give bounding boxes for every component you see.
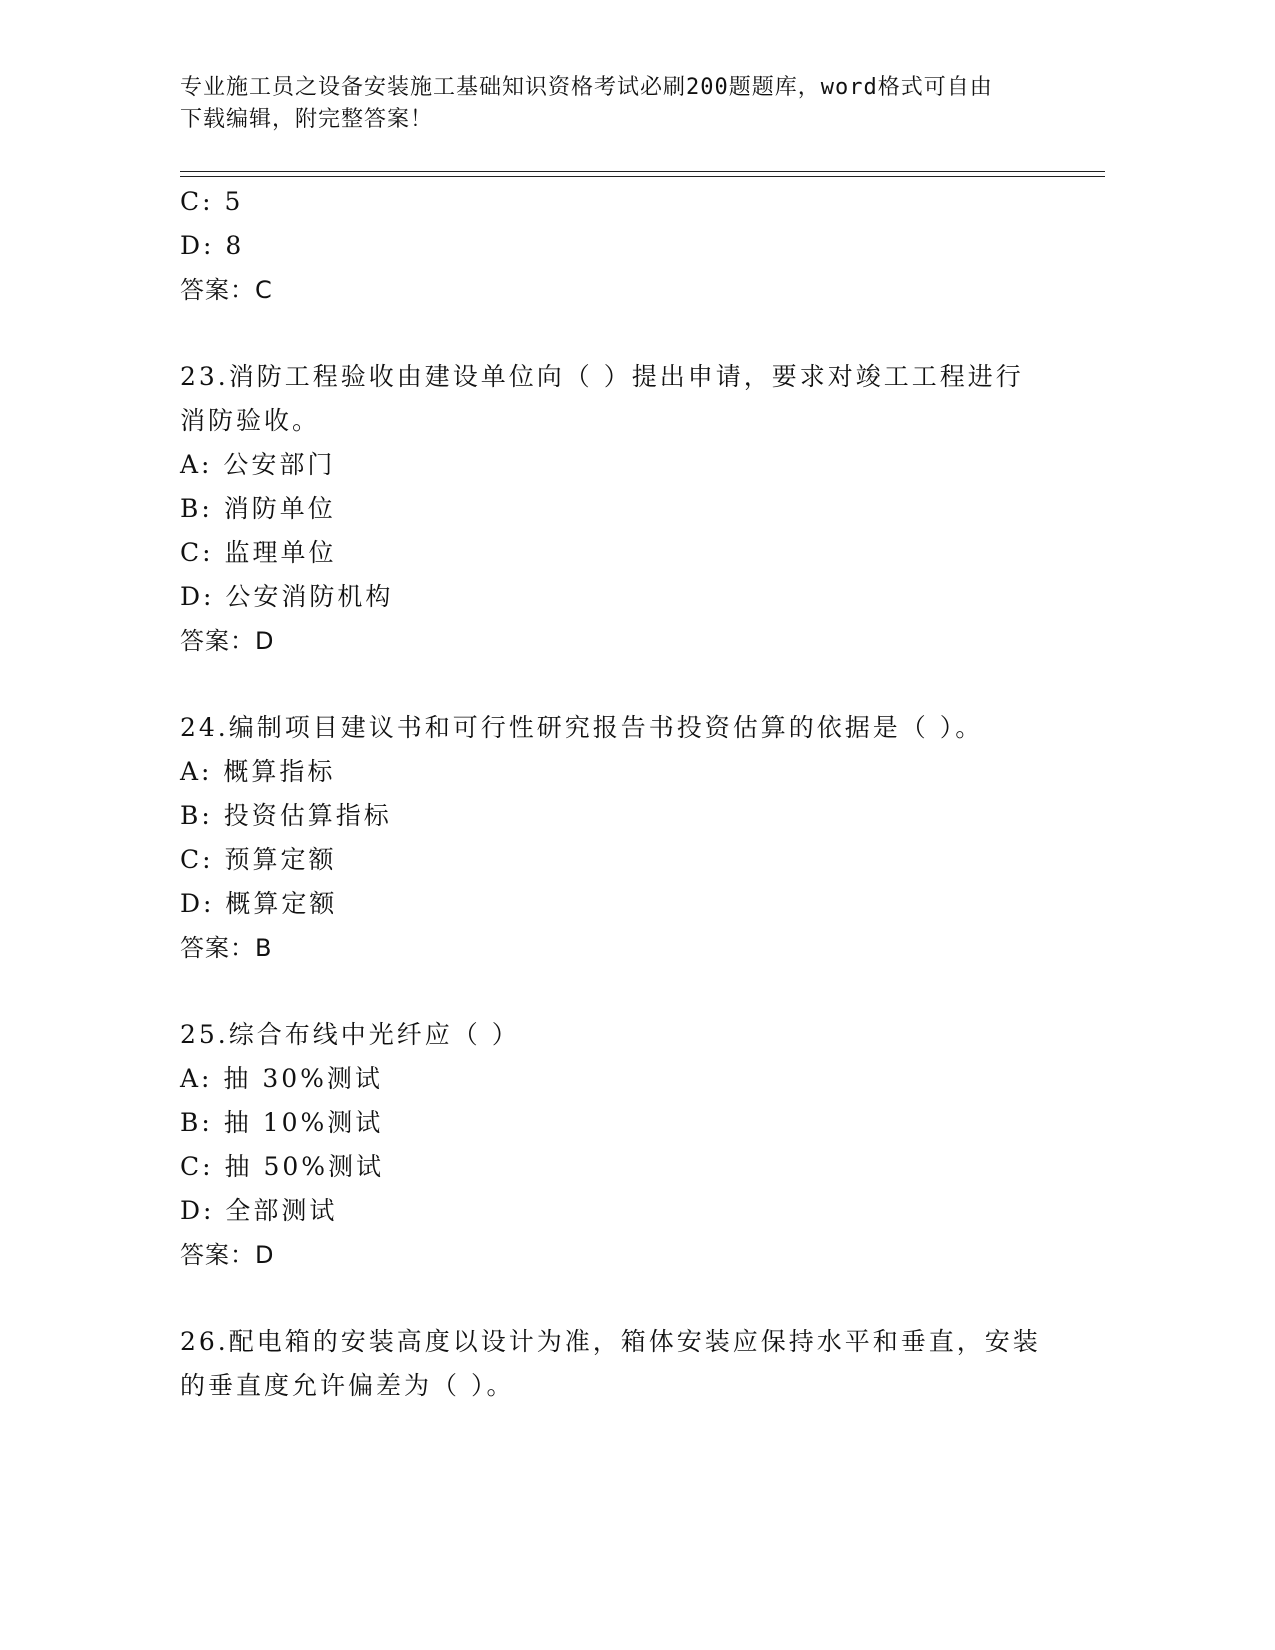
document-header	[180, 72, 1080, 136]
question-stem: 24.编制项目建议书和可行性研究报告书投资估算的依据是（ ）。	[180, 713, 984, 742]
option-c: C: 抽 50%测试	[180, 1152, 385, 1181]
header-line-2: 下载编辑，附完整答案！	[180, 107, 434, 132]
option-b: B: 消防单位	[180, 494, 336, 523]
option-d: D: 全部测试	[180, 1196, 338, 1225]
question-24	[180, 706, 1100, 970]
question-23	[180, 355, 1100, 663]
question-list	[180, 180, 1100, 1408]
answer: 答案：B	[180, 934, 273, 962]
header-divider-top	[180, 171, 1105, 172]
question-stem: 的垂直度允许偏差为（ ）。	[180, 1371, 515, 1400]
question-22-continued	[180, 180, 1100, 312]
answer: 答案：D	[180, 1241, 275, 1269]
option-d: D: 概算定额	[180, 889, 338, 918]
question-stem: 消防验收。	[180, 406, 321, 435]
question-stem: 23.消防工程验收由建设单位向（ ）提出申请，要求对竣工工程进行	[180, 362, 1024, 391]
option-c: C: 预算定额	[180, 845, 337, 874]
option-a: A: 公安部门	[180, 450, 336, 479]
option-a: A: 抽 30%测试	[180, 1064, 383, 1093]
question-25	[180, 1013, 1100, 1277]
header-line-1: 专业施工员之设备安装施工基础知识资格考试必刷200题题库，word格式可自由	[180, 75, 993, 100]
option-c: C: 监理单位	[180, 538, 337, 567]
answer: 答案：C	[180, 276, 273, 304]
answer: 答案：D	[180, 627, 275, 655]
question-26	[180, 1320, 1100, 1408]
option-b: B: 投资估算指标	[180, 801, 392, 830]
header-divider-bottom	[180, 176, 1105, 177]
option-d: D: 8	[180, 231, 245, 260]
option-b: B: 抽 10%测试	[180, 1108, 384, 1137]
option-a: A: 概算指标	[180, 757, 336, 786]
option-c: C: 5	[180, 187, 244, 216]
question-stem: 25.综合布线中光纤应（ ）	[180, 1020, 520, 1049]
option-d: D: 公安消防机构	[180, 582, 394, 611]
question-stem: 26.配电箱的安装高度以设计为准，箱体安装应保持水平和垂直，安装	[180, 1327, 1041, 1356]
